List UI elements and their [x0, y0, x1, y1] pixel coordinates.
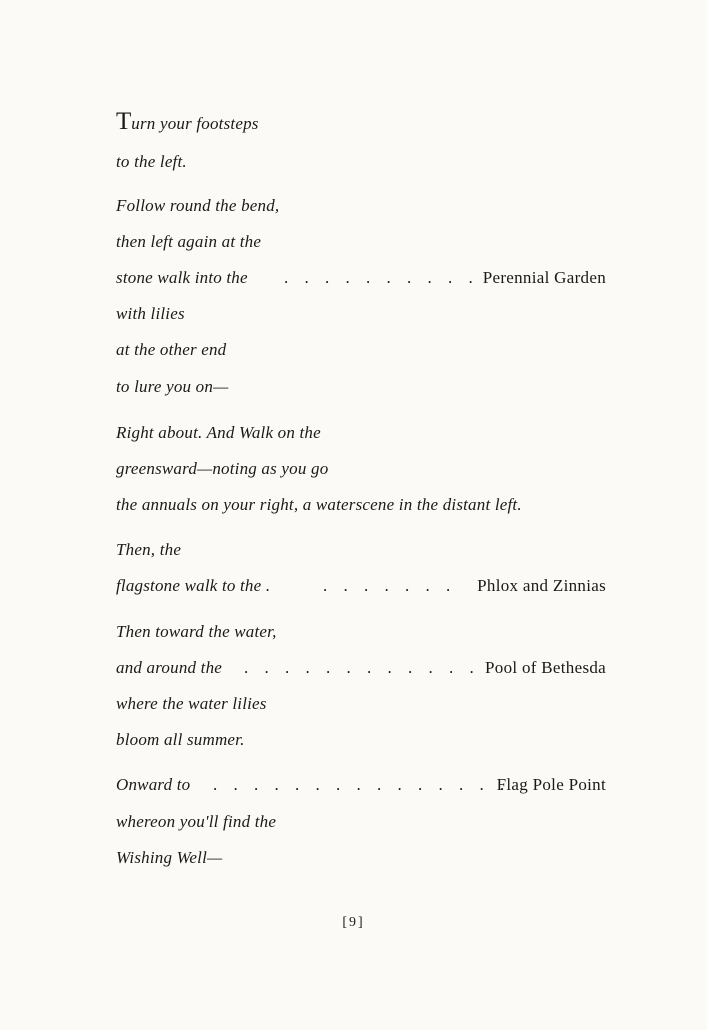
- poem-line-9: Right about. And Walk on the: [116, 423, 321, 442]
- drop-cap: T: [116, 108, 132, 135]
- destination-perennial-garden: Perennial Garden: [482, 268, 606, 287]
- poem-line-7: at the other end: [116, 340, 227, 359]
- poem-line-3: Follow round the bend,: [116, 196, 280, 215]
- poem-line-2: to the left.: [116, 152, 187, 171]
- poem-line-10: greensward—noting as you go: [116, 459, 329, 478]
- poem-line-12: Then, the: [116, 540, 182, 559]
- destination-phlox-and-zinnias: Phlox and Zinnias: [477, 576, 606, 595]
- poem-line-20: Wishing Well—: [116, 848, 223, 867]
- dot-leader: . . . . . . . . . . . . . . .: [213, 775, 511, 794]
- dot-leader: . . . . . . . . . .: [284, 268, 479, 287]
- poem-line-11: the annuals on your right, a waterscene in the distant left.: [116, 495, 522, 514]
- poem-line-13: [116, 576, 606, 602]
- poem-line-15: [116, 658, 606, 684]
- poem-line-4: then left again at the: [116, 232, 262, 251]
- poem-line-17: bloom all summer.: [116, 730, 245, 749]
- poem-line-1: [116, 108, 606, 134]
- poem-line-18: [116, 775, 606, 801]
- poem-line-18-text: Onward to: [116, 775, 191, 794]
- poem-line-13-text: flagstone walk to the .: [116, 576, 271, 595]
- poem-line-1-text: urn your footsteps: [131, 114, 259, 133]
- poem-line-16: where the water lilies: [116, 694, 267, 713]
- poem-line-15-text: and around the: [116, 658, 223, 677]
- dot-leader: . . . . . . .: [323, 576, 457, 595]
- dot-leader: . . . . . . . . . . . .: [244, 658, 480, 677]
- poem-line-19: whereon you'll find the: [116, 812, 277, 831]
- poem-line-8: to lure you on—: [116, 377, 229, 396]
- poem-line-14: Then toward the water,: [116, 622, 277, 641]
- page-number: [9]: [342, 915, 365, 930]
- poem-line-5: [116, 268, 606, 294]
- poem-line-5-text: stone walk into the: [116, 268, 248, 287]
- poem-line-6: with lilies: [116, 304, 185, 323]
- destination-pool-of-bethesda: Pool of Bethesda: [485, 658, 606, 677]
- destination-flag-pole-point: Flag Pole Point: [496, 775, 606, 794]
